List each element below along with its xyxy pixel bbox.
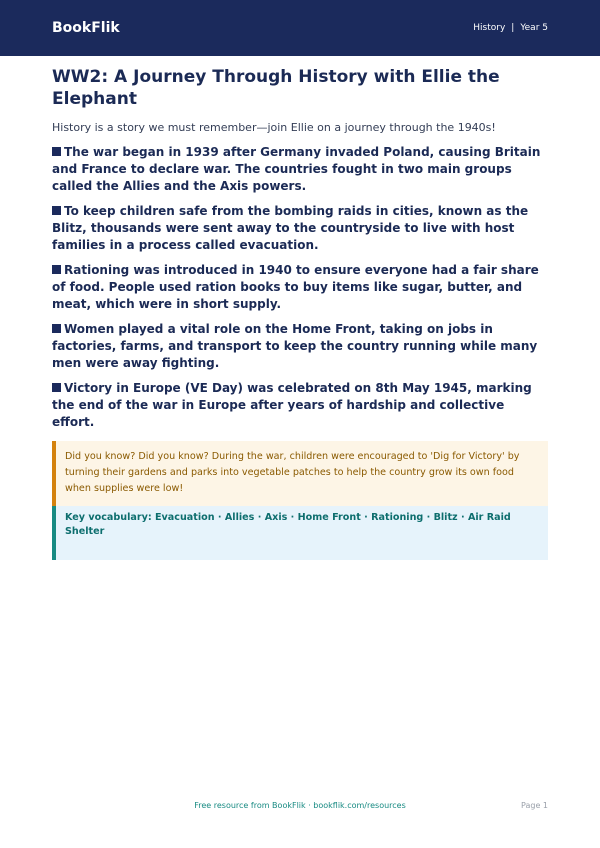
bullet-square-icon — [52, 324, 61, 333]
bullet-square-icon — [52, 383, 61, 392]
breadcrumb — [473, 23, 548, 33]
fact-item — [52, 380, 548, 431]
page-number: Page 1 — [521, 801, 548, 810]
key-vocabulary-box — [52, 506, 548, 560]
fact-item — [52, 144, 548, 195]
fact-text: Victory in Europe (VE Day) was celebrated on 8th May 1945, marking the end of the war in Europe after years of hardship and collective effort. — [52, 381, 532, 429]
footer — [0, 801, 600, 815]
page-title: WW2: A Journey Through History with Ellie the Elephant — [52, 67, 500, 109]
bullet-square-icon — [52, 147, 61, 156]
breadcrumb-subject[interactable]: History — [473, 23, 506, 33]
callout-text: Did you know? Did you know? During the war, children were encouraged to 'Dig for Victory' by turning their gardens and parks into vegetable patches to help the country grow its own food when supplies were low! — [65, 451, 520, 494]
fact-item — [52, 203, 548, 254]
intro-text: History is a story we must remember—join Ellie on a journey through the 1940s! — [52, 121, 496, 134]
fact-text: Women played a vital role on the Home Front, taking on jobs in factories, farms, and transport to keep the country running while many men were away fighting. — [52, 322, 538, 370]
brand-logo-text[interactable]: BookFlik — [52, 20, 120, 36]
main-content — [52, 66, 548, 560]
header-bar — [0, 0, 600, 56]
fact-text: Rationing was introduced in 1940 to ensure everyone had a fair share of food. People used ration books to buy items like sugar, butter, and meat, which were in short supply. — [52, 263, 539, 311]
footer-resource-link[interactable]: Free resource from BookFlik · bookflik.com/resources — [194, 801, 406, 810]
breadcrumb-separator: | — [511, 23, 515, 33]
fact-list — [52, 144, 548, 431]
fact-item — [52, 262, 548, 313]
breadcrumb-year[interactable]: Year 5 — [520, 23, 548, 33]
vocabulary-text: Key vocabulary: Evacuation · Allies · Axis · Home Front · Rationing · Blitz · Air Raid Shelter — [65, 512, 511, 537]
fact-text: To keep children safe from the bombing raids in cities, known as the Blitz, thousands were sent away to the countryside to live with host families in a process called evacuation. — [52, 204, 529, 252]
did-you-know-callout — [52, 441, 548, 506]
fact-item — [52, 321, 548, 372]
bullet-square-icon — [52, 265, 61, 274]
bullet-square-icon — [52, 206, 61, 215]
fact-text: The war began in 1939 after Germany invaded Poland, causing Britain and France to declare war. The countries fought in two main groups called the Allies and the Axis powers. — [52, 145, 541, 193]
